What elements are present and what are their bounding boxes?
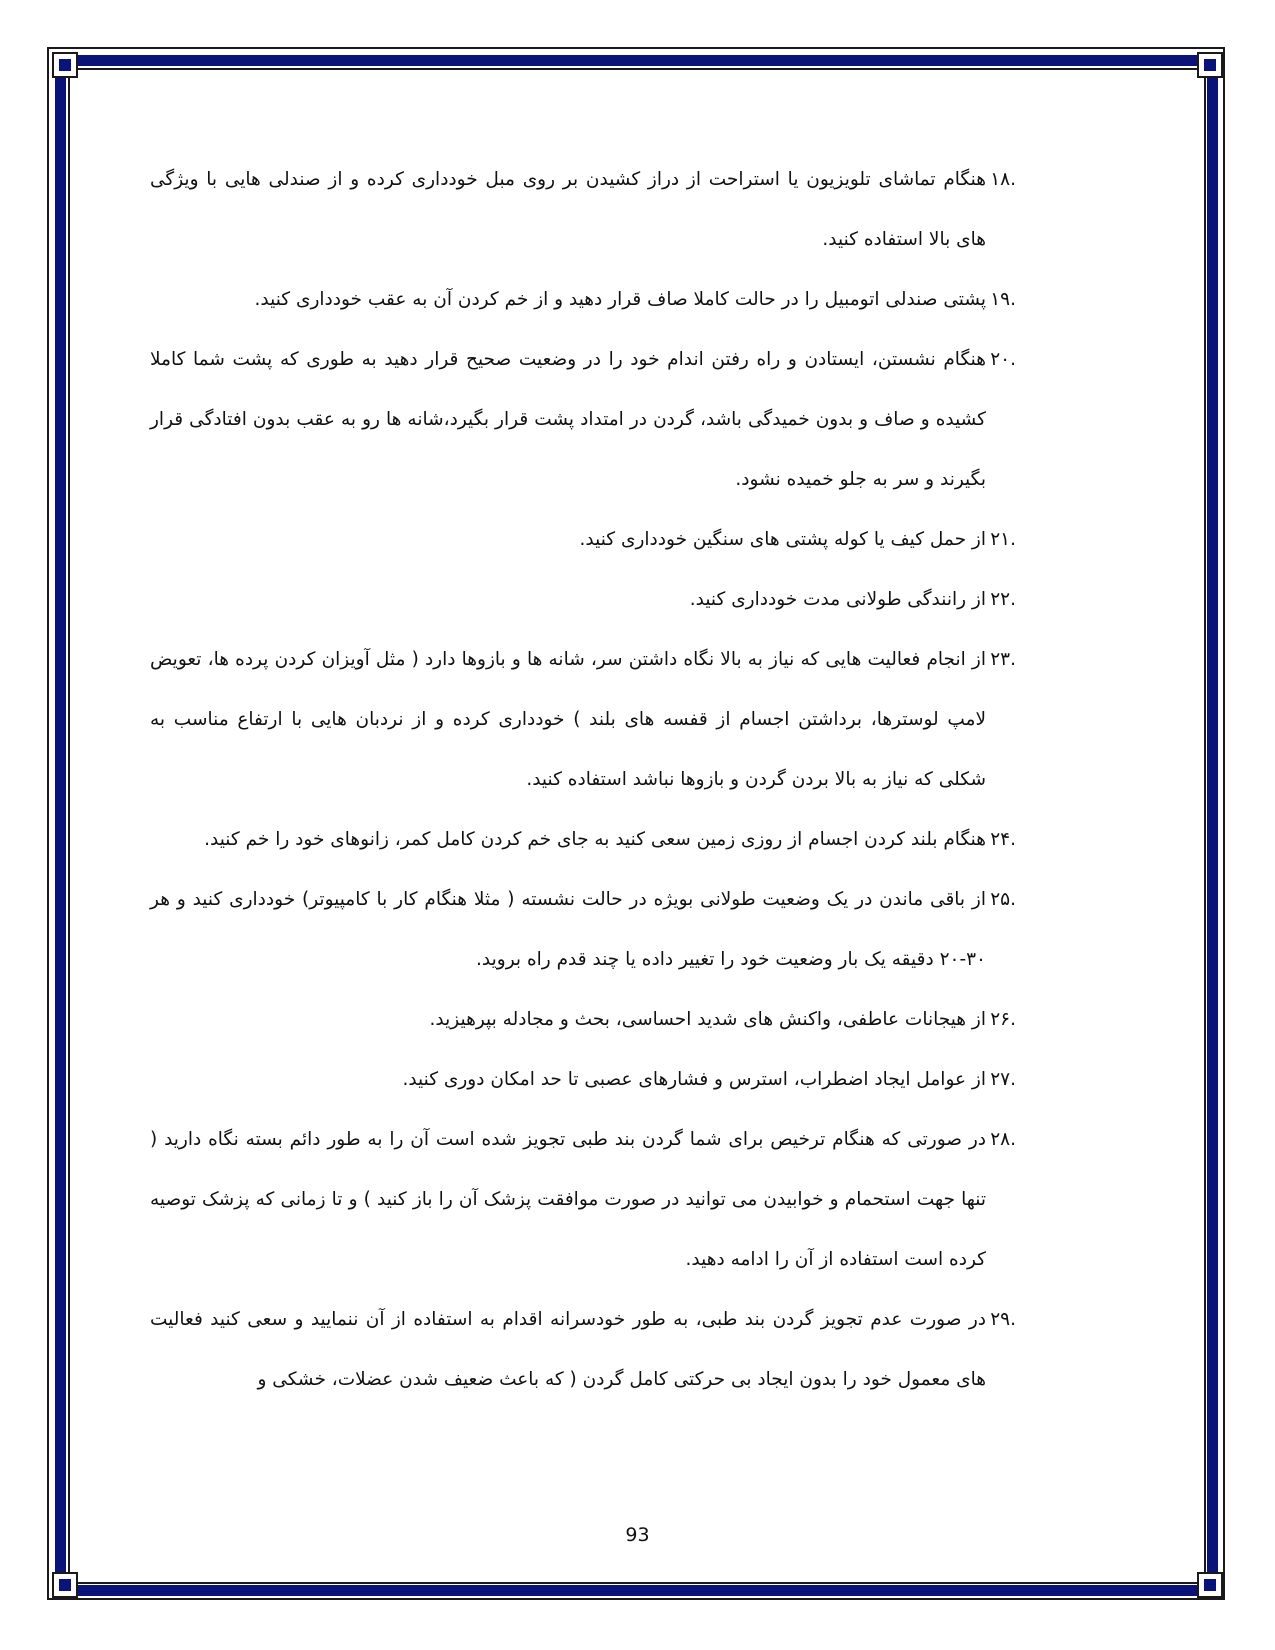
page-number: 93 — [625, 1524, 650, 1546]
list-item — [150, 870, 1016, 990]
item-text: از انجام فعالیت هایی که نیاز به بالا نگاه داشتن سر، شانه ها و بازوها دارد ( مثل آویزان کردن پرده ها، تعویض لامپ لوسترها، برداشتن اجسام از قفسه های بلند ) خودداری کرده و از نردبان هایی با ارتفاع مناسب به شکلی که نیاز به بالا بردن گردن و بازوها نباشد استفاده کنید. — [150, 649, 986, 790]
item-text: در صورتی که هنگام ترخیص برای شما گردن بند طبی تجویز شده است آن را به طور دائم بسته نگاه دارید ( تنها جهت استحمام و خوابیدن می توانید در صورت موافقت پزشک آن را باز کنید ) و تا زمانی که پزشک توصیه کرده است استفاده از آن را ادامه دهید. — [150, 1129, 986, 1270]
item-text: از رانندگی طولانی مدت خودداری کنید. — [689, 589, 986, 610]
list-item — [150, 630, 1016, 810]
item-text: از باقی ماندن در یک وضعیت طولانی بویژه در حالت نشسته ( مثلا هنگام کار با کامپیوتر) خودداری کنید و هر ۳۰-۲۰ دقیقه یک بار وضعیت خود را تغییر داده یا چند قدم راه بروید. — [150, 889, 986, 970]
border-corner-ornament — [52, 1572, 78, 1598]
item-number: .۲۵ — [990, 889, 1016, 910]
numbered-list — [150, 150, 1016, 1410]
list-item — [150, 810, 1016, 870]
item-number: .۱۸ — [990, 169, 1016, 190]
item-text: هنگام تماشای تلویزیون یا استراحت از دراز کشیدن بر روی مبل خودداری کرده و از صندلی هایی با ویژگی های بالا استفاده کنید. — [150, 169, 986, 250]
border-corner-ornament — [52, 52, 78, 78]
list-item — [150, 1110, 1016, 1290]
item-number: .۲۷ — [990, 1069, 1016, 1090]
list-item — [150, 1050, 1016, 1110]
item-number: .۱۹ — [990, 289, 1016, 310]
list-item — [150, 270, 1016, 330]
item-number: .۲۸ — [990, 1129, 1016, 1150]
list-item — [150, 510, 1016, 570]
border-corner-ornament — [1197, 52, 1223, 78]
item-number: .۲۰ — [990, 349, 1016, 370]
list-item — [150, 1290, 1016, 1410]
list-item — [150, 570, 1016, 630]
list-item — [150, 330, 1016, 510]
item-number: .۲۶ — [990, 1009, 1016, 1030]
list-item — [150, 990, 1016, 1050]
item-text: از حمل کیف یا کوله پشتی های سنگین خودداری کنید. — [579, 529, 986, 550]
list-item — [150, 150, 1016, 270]
item-text: از هیجانات عاطفی، واکنش های شدید احساسی، بحث و مجادله بپرهیزید. — [429, 1009, 986, 1030]
item-number: .۲۳ — [990, 649, 1016, 670]
item-text: از عوامل ایجاد اضطراب، استرس و فشارهای عصبی تا حد امکان دوری کنید. — [402, 1069, 986, 1090]
item-number: .۲۴ — [990, 829, 1016, 850]
border-corner-ornament — [1197, 1572, 1223, 1598]
item-text: در صورت عدم تجویز گردن بند طبی، به طور خودسرانه اقدام به استفاده از آن ننمایید و سعی کنید فعالیت های معمول خود را بدون ایجاد بی حرکتی کامل گردن ( که باعث ضعیف شدن عضلات، خشکی و — [150, 1309, 986, 1390]
item-text: هنگام نشستن، ایستادن و راه رفتن اندام خود را در وضعیت صحیح قرار دهید به طوری که پشت شما کاملا کشیده و صاف و بدون خمیدگی باشد، گردن در امتداد پشت قرار بگیرد،شانه ها رو به عقب بدون افتادگی قرار بگیرند و سر به جلو خمیده نشود. — [150, 349, 986, 490]
item-number: .۲۲ — [990, 589, 1016, 610]
item-text: هنگام بلند کردن اجسام از روزی زمین سعی کنید به جای خم کردن کامل کمر، زانوهای خود را خم کنید. — [204, 829, 986, 850]
item-number: .۲۱ — [990, 529, 1016, 550]
item-text: پشتی صندلی اتومبیل را در حالت کاملا صاف قرار دهید و از خم کردن آن به عقب خودداری کنید. — [254, 289, 986, 310]
item-number: .۲۹ — [990, 1309, 1016, 1330]
